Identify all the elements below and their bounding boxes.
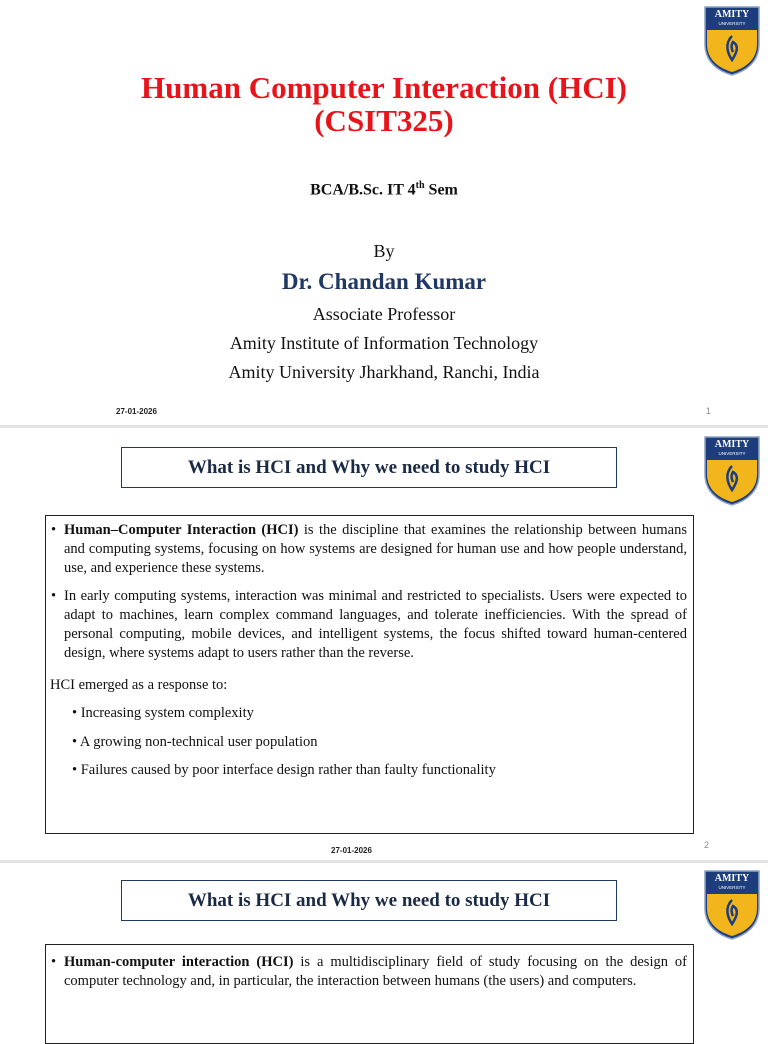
amity-logo [702,868,762,940]
slide-heading: What is HCI and Why we need to study HCI [121,880,617,921]
bullet-dot: • [51,954,57,970]
svg-text:UNIVERSITY: UNIVERSITY [718,885,746,890]
sub-list-item: • A growing non-technical user population [72,734,318,750]
author-university: Amity University Jharkhand, Ranchi, India [228,362,540,382]
author-institute: Amity Institute of Information Technology [229,333,539,353]
author-name: Dr. Chandan Kumar [281,269,487,294]
slide-3 [0,863,768,1024]
sub-list-item: • Failures caused by poor interface design rather than faulty functionality [72,762,496,778]
amity-logo [702,4,762,76]
svg-text:AMITY: AMITY [714,439,750,450]
by-label: By [373,241,395,261]
bullet-item: • In early computing systems, interaction was minimal and restricted to specialists. Users were expected to adapt to machines, learn complex command languages, and tolerate inefficiencies. With the spread of personal computing, mobile devices, and intelligent systems, the focus shifted toward human-centered design, where systems adapt to users rather than the reverse. [51,588,687,661]
svg-text:AMITY: AMITY [714,873,750,884]
slide-title-line1: Human Computer Interaction (HCI) [141,70,627,105]
svg-text:UNIVERSITY: UNIVERSITY [718,21,746,26]
svg-text:UNIVERSITY: UNIVERSITY [718,451,746,456]
sub-list-item: • Increasing system complexity [72,705,254,721]
page-number: 1 [706,406,712,416]
emerged-label: HCI emerged as a response to: [50,677,228,693]
bullet-item: • Human-computer interaction (HCI) is a multidisciplinary field of study focusing on the design of computer technology and, in particular, the interaction between humans (the users) and computers. [51,954,687,989]
amity-logo [702,434,762,506]
bullet-dot: • [51,588,57,604]
bullet-item: • Human–Computer Interaction (HCI) is the discipline that examines the relationship between humans and computing systems, focusing on how systems are designed for human use and how people understand, use, and experience these systems. [51,522,687,576]
slide-title-line2: (CSIT325) [314,103,454,138]
slide-heading: What is HCI and Why we need to study HCI [121,447,617,488]
bullet-dot: • [51,522,57,538]
slide-date: 27-01-2026 [331,846,372,855]
content-box [45,944,694,1044]
slide-1 [0,0,768,425]
author-designation: Associate Professor [312,304,456,324]
slide-date: 27-01-2026 [116,407,157,416]
svg-text:AMITY: AMITY [714,9,750,20]
content-box [45,515,694,834]
page-number: 2 [704,840,710,850]
course-label: BCA/B.Sc. IT 4th Sem [310,180,458,199]
slide-2 [0,428,768,860]
